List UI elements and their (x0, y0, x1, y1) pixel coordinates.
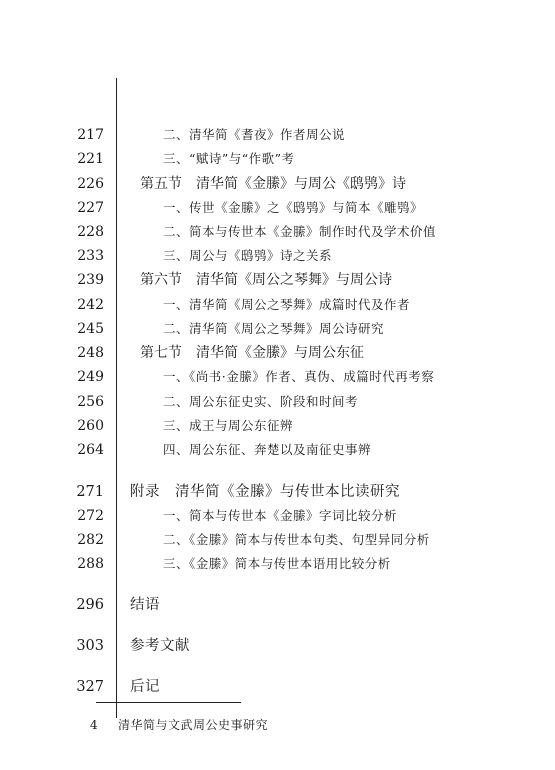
toc-page-number: 256 (77, 394, 104, 410)
toc-entry[interactable] (0, 366, 555, 388)
toc-title: 一、简本与传世本《金縢》字词比较分析 (163, 508, 398, 523)
toc-title: 第五节 清华简《金縢》与周公《鸱鸮》诗 (140, 176, 406, 192)
toc-page-number: 233 (77, 248, 104, 264)
toc-title: 三、“赋诗”与“作歌”考 (163, 151, 295, 166)
toc-page-number: 217 (77, 127, 104, 143)
toc-title: 三、《金縢》简本与传世本语用比较分析 (163, 556, 391, 571)
toc-entry[interactable] (0, 245, 555, 267)
toc-entry[interactable] (0, 318, 555, 340)
toc-title: 二、清华简《周公之琴舞》周公诗研究 (163, 321, 385, 336)
toc-entry[interactable] (0, 173, 555, 195)
toc-page-number: 221 (77, 151, 104, 167)
toc-page-number: 272 (77, 508, 104, 524)
toc-title: 二、清华简《耆夜》作者周公说 (163, 127, 346, 142)
toc-title: 一、清华简《周公之琴舞》成篇时代及作者 (163, 297, 411, 312)
toc-page-number: 288 (77, 556, 104, 572)
toc-entry[interactable] (0, 439, 555, 461)
footer-book-title: 清华简与文武周公史事研究 (118, 718, 269, 732)
toc-title: 结语 (130, 597, 160, 613)
toc-entry[interactable] (0, 124, 555, 146)
toc-page-number: 226 (77, 176, 104, 192)
toc-title: 三、周公与《鸱鸮》诗之关系 (163, 248, 333, 263)
toc-page-number: 227 (77, 200, 104, 216)
toc-entry[interactable] (0, 391, 555, 413)
toc-title: 三、成王与周公东征辨 (163, 418, 294, 433)
toc-entry[interactable] (0, 342, 555, 364)
toc-page-number: 239 (77, 272, 104, 288)
toc-page-number: 303 (76, 638, 104, 654)
toc-title: 二、简本与传世本《金縢》制作时代及学术价值 (163, 224, 437, 239)
toc-entry[interactable] (0, 481, 555, 503)
toc-title: 四、周公东征、奔楚以及南征史事辨 (163, 442, 372, 457)
toc-page-number: 242 (77, 297, 104, 313)
toc-entry[interactable] (0, 221, 555, 243)
toc-entry[interactable] (0, 148, 555, 170)
toc-page-number: 327 (76, 679, 104, 695)
toc-title: 参考文献 (130, 638, 190, 654)
toc-entry[interactable] (0, 529, 555, 551)
toc-page-number: 228 (77, 224, 104, 240)
footer-page-number: 4 (90, 718, 98, 732)
toc-page-number: 296 (76, 597, 104, 613)
toc-entry[interactable] (0, 269, 555, 291)
toc-entry[interactable] (0, 505, 555, 527)
toc-title: 第七节 清华简《金縢》与周公东征 (140, 345, 364, 361)
toc-title: 二、《金縢》简本与传世本句类、句型异同分析 (163, 532, 430, 547)
toc-page-number: 260 (77, 418, 104, 434)
toc-page-number: 282 (77, 532, 104, 548)
toc-page-number: 264 (77, 442, 104, 458)
toc-entry[interactable] (0, 197, 555, 219)
footer-rule (96, 702, 241, 703)
toc-entry[interactable] (0, 594, 555, 616)
toc-page-number: 248 (77, 345, 104, 361)
toc-title: 后记 (130, 679, 160, 695)
toc-title: 二、周公东征史实、阶段和时间考 (163, 394, 359, 409)
page-footer (0, 715, 555, 735)
toc-page-number: 249 (77, 369, 104, 385)
toc-title: 一、传世《金縢》之《鸱鸮》与简本《雕鸮》 (163, 200, 424, 215)
toc-page-number: 245 (77, 321, 104, 337)
toc-page-number: 271 (76, 484, 104, 500)
toc-entry[interactable] (0, 415, 555, 437)
toc-title: 一、《尚书·金縢》作者、真伪、成篇时代再考察 (163, 369, 435, 384)
toc-entry[interactable] (0, 294, 555, 316)
toc-entry[interactable] (0, 676, 555, 698)
toc-title: 附录 清华简《金縢》与传世本比读研究 (130, 484, 400, 500)
toc-entry[interactable] (0, 635, 555, 657)
toc-title: 第六节 清华简《周公之琴舞》与周公诗 (140, 272, 392, 288)
toc-entry[interactable] (0, 553, 555, 575)
